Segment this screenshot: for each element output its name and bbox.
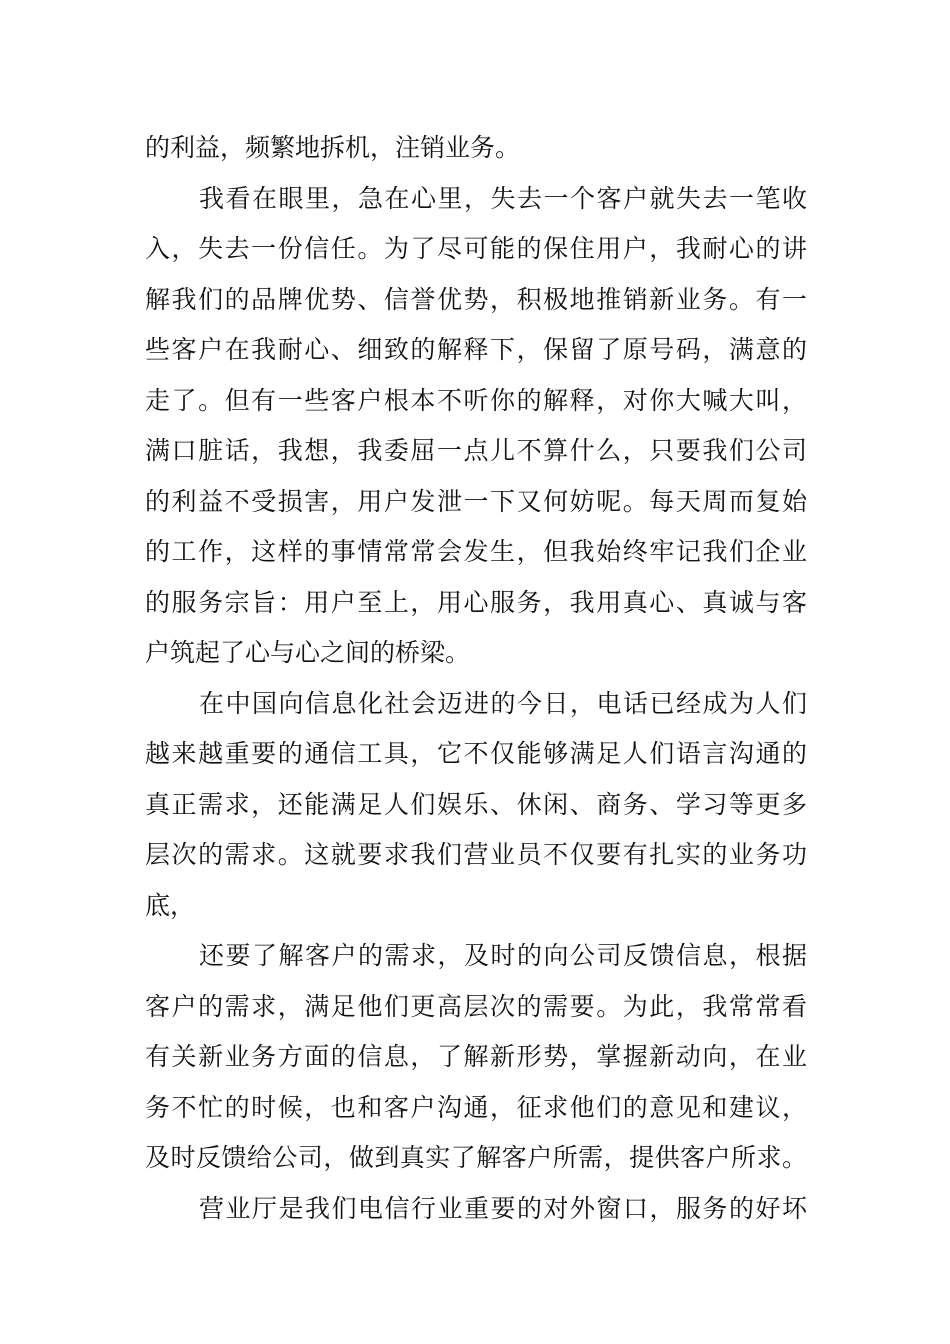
text-line: 还要了解客户的需求，及时的向公司反馈信息，根据 bbox=[199, 941, 807, 970]
text-line: 的服务宗旨：用户至上，用心服务，我用真心、真诚与客 bbox=[145, 587, 807, 617]
text-line: 营业厅是我们电信行业重要的对外窗口，服务的好坏 bbox=[199, 1193, 807, 1223]
text-line: 些客户在我耐心、细致的解释下，保留了原号码，满意的 bbox=[145, 335, 807, 364]
text-line: 越来越重要的通信工具，它不仅能够满足人们语言沟通的 bbox=[145, 739, 807, 768]
text-line: 户筑起了心与心之间的桥梁。 bbox=[145, 638, 471, 667]
text-line: 在中国向信息化社会迈进的今日，电话已经成为人们 bbox=[199, 688, 807, 718]
body-text bbox=[145, 123, 807, 1234]
text-line: 的利益，频繁地拆机，注销业务。 bbox=[145, 133, 521, 162]
text-line: 我看在眼里，急在心里，失去一个客户就失去一笔收 bbox=[199, 183, 807, 213]
text-line: 入，失去一份信任。为了尽可能的保住用户，我耐心的讲 bbox=[145, 234, 807, 263]
text-line: 的工作，这样的事情常常会发生，但我始终牢记我们企业 bbox=[145, 537, 807, 566]
text-line: 及时反馈给公司，做到真实了解客户所需，提供客户所求。 bbox=[145, 1143, 807, 1172]
text-line: 层次的需求。这就要求我们营业员不仅要有扎实的业务功 bbox=[145, 840, 807, 869]
text-line: 底， bbox=[145, 890, 196, 920]
text-line: 的利益不受损害，用户发泄一下又何妨呢。每天周而复始 bbox=[145, 486, 807, 516]
text-line: 有关新业务方面的信息，了解新形势，掌握新动向，在业 bbox=[145, 1042, 807, 1071]
text-line: 走了。但有一些客户根本不听你的解释，对你大喊大叫， bbox=[145, 385, 807, 415]
text-line: 真正需求，还能满足人们娱乐、休闲、商务、学习等更多 bbox=[145, 789, 807, 819]
text-line: 满口脏话，我想，我委屈一点儿不算什么，只要我们公司 bbox=[145, 436, 807, 465]
text-line: 解我们的品牌优势、信誉优势，积极地推销新业务。有一 bbox=[145, 284, 807, 314]
text-line: 务不忙的时候，也和客户沟通，征求他们的意见和建议， bbox=[145, 1092, 807, 1122]
text-line: 客户的需求，满足他们更高层次的需要。为此，我常常看 bbox=[145, 991, 807, 1021]
